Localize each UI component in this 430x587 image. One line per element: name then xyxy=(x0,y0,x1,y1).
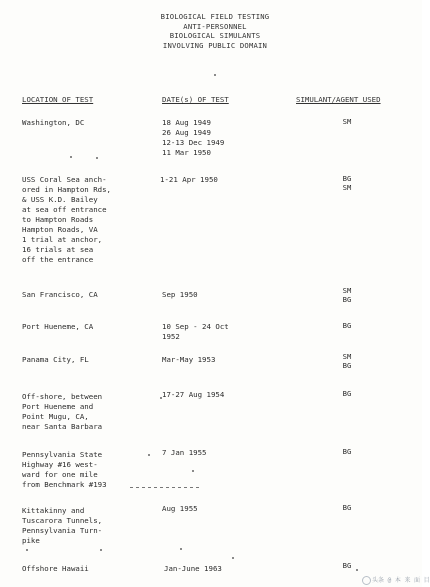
row-8-agent: BG xyxy=(342,503,352,512)
title-line-1: BIOLOGICAL FIELD TESTING xyxy=(160,12,270,21)
row-1-location: Washington, DC xyxy=(22,118,85,127)
row-4-agent: BG xyxy=(342,321,352,330)
title-line-2: ANTI-PERSONNEL xyxy=(183,21,247,31)
row-3-dates: Sep 1950 xyxy=(162,290,198,299)
row-1-agent: SM xyxy=(342,117,352,126)
scan-speck xyxy=(160,397,162,399)
row-9-dates: Jan-June 1963 xyxy=(164,564,222,573)
row-5-dates: Mar-May 1953 xyxy=(162,355,216,364)
scan-speck xyxy=(26,549,28,551)
row-2-dates: 1-21 Apr 1950 xyxy=(160,175,218,184)
scan-speck xyxy=(70,156,72,158)
watermark-text: 头条 @ 本 来 面 目 xyxy=(372,577,430,584)
title-line-4: INVOLVING PUBLIC DOMAIN xyxy=(162,40,268,50)
scan-smudge-line xyxy=(130,487,200,488)
row-8-dates: Aug 1955 xyxy=(162,504,198,513)
row-4-dates: 10 Sep - 24 Oct 1952 xyxy=(162,322,229,341)
scan-speck xyxy=(214,74,216,76)
row-3-location: San Francisco, CA xyxy=(22,290,98,299)
scan-speck xyxy=(96,157,98,159)
row-5-location: Panama City, FL xyxy=(22,355,89,364)
row-7-dates: 7 Jan 1955 xyxy=(162,448,207,457)
row-2-agent: BG SM xyxy=(342,174,352,192)
row-6-dates: 17-27 Aug 1954 xyxy=(162,390,225,399)
row-2-location: USS Coral Sea anch- ored in Hampton Rds, & USS K.D. Bailey at sea off entrance to Hampton Roads Hampton Roads, VA 1 trial at anchor, 16 trials at sea off the entrance xyxy=(22,175,111,264)
row-6-agent: BG xyxy=(342,389,352,398)
header-dates: DATE(s) OF TEST xyxy=(162,95,229,104)
scan-speck xyxy=(180,548,182,550)
row-9-agent: BG xyxy=(342,561,352,570)
row-7-agent: BG xyxy=(342,447,352,456)
header-agent: SIMULANT/AGENT USED xyxy=(296,95,381,104)
scan-speck xyxy=(192,470,194,472)
scan-speck xyxy=(100,549,102,551)
row-1-dates: 18 Aug 1949 26 Aug 1949 12-13 Dec 1949 11 Mar 1950 xyxy=(162,118,225,157)
document-title xyxy=(120,12,310,50)
header-location: LOCATION OF TEST xyxy=(22,95,94,104)
row-7-location: Pennsylvania State Highway #16 west- ward for one mile from Benchmark #193 xyxy=(22,450,107,489)
row-9-location: Offshore Hawaii xyxy=(22,564,89,573)
row-3-agent: SM BG xyxy=(342,286,352,304)
watermark-logo-icon xyxy=(362,576,371,585)
row-8-location: Kittakinny and Tuscarora Tunnels, Pennsylvania Turn- pike xyxy=(22,506,103,545)
scan-speck xyxy=(148,454,150,456)
row-6-location: Off-shore, between Port Hueneme and Point Mugu, CA, near Santa Barbara xyxy=(22,392,103,431)
scan-speck xyxy=(356,569,358,571)
row-4-location: Port Hueneme, CA xyxy=(22,322,94,331)
row-5-agent: SM BG xyxy=(342,352,352,370)
title-line-3: BIOLOGICAL SIMULANTS xyxy=(169,31,261,41)
scan-speck xyxy=(232,557,234,559)
